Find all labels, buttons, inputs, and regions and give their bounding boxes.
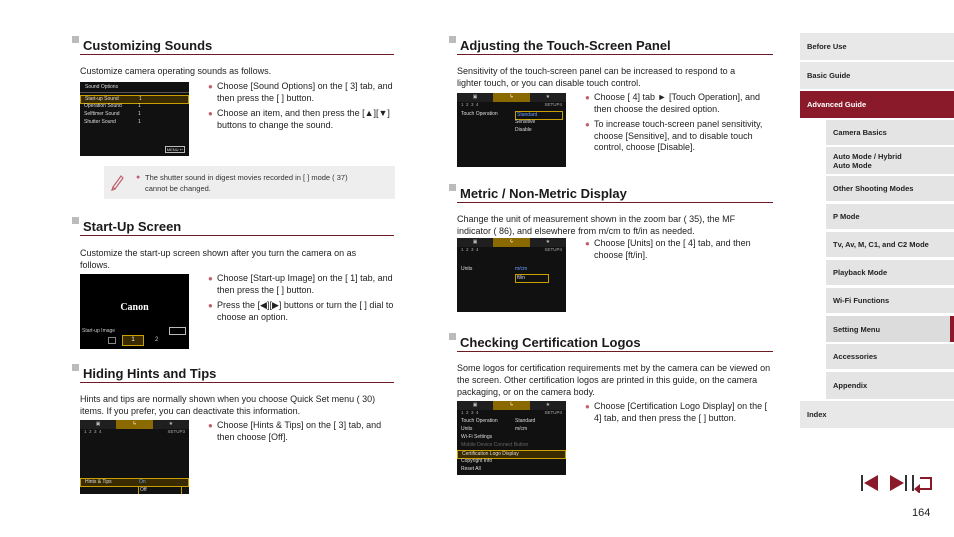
nav-tv-av-m-mode[interactable]: Tv, Av, M, C1, and C2 Mode <box>826 232 954 257</box>
next-page-button[interactable] <box>886 472 908 494</box>
section-title-metric: Metric / Non-Metric Display <box>457 186 773 203</box>
sounds-steps: ● Choose [Sound Options] on the [ 3] tab, and then press the [ ] button. ● Choose an item, and then press the [▲][▼] buttons to change the sound. <box>208 81 393 130</box>
section-title-cert: Checking Certification Logos <box>457 335 773 352</box>
cert-steps: ● Choose [Certification Logo Display] on the [ 4] tab, and then press the [ ] button. <box>585 401 768 423</box>
certification-screenshot: ▣ ϟ ★ 1 2 3 4 SETUP4 Touch Operation Standard Units m/cm Wi-Fi Settings Mobile Device Connect Button Certification Logo Display Copyright Info Reset All <box>457 401 566 475</box>
arrow-right-icon <box>887 473 907 493</box>
prev-page-button[interactable] <box>860 472 882 494</box>
nav-basic-guide[interactable]: Basic Guide <box>800 62 954 89</box>
return-button[interactable] <box>912 472 934 494</box>
nav-advanced-guide[interactable]: Advanced Guide <box>800 91 954 118</box>
touch-intro: Sensitivity of the touch-screen panel can be increased to respond to a lighter touch, or you can disable touch control. <box>457 66 736 88</box>
startup-intro: Customize the start-up screen shown after you turn the camera on as follows. <box>80 248 357 270</box>
nav-index[interactable]: Index <box>800 401 954 428</box>
nav-auto-mode[interactable]: Auto Mode / Hybrid Auto Mode <box>826 147 954 174</box>
nav-p-mode[interactable]: P Mode <box>826 204 954 229</box>
section-title-touch: Adjusting the Touch-Screen Panel <box>457 38 773 55</box>
hints-tips-screenshot: ▣ ϟ ★ 1 2 3 4 SETUP3 Hints & Tips On Off <box>80 420 189 494</box>
section-title-startup: Start-Up Screen <box>80 219 394 236</box>
cert-intro: Some logos for certification requirements met by the camera can be viewed on the screen. Other certification logos are printed in this guide, on the camera packaging, or on the camera body. <box>457 363 771 397</box>
hints-steps: ● Choose [Hints & Tips] on the [ 3] tab, and then choose [Off]. <box>208 420 382 442</box>
return-icon <box>912 473 934 493</box>
startup-steps: ● Choose [Start-up Image] on the [ 1] tab, and then press the [ ] button. ● Press the [◀][▶] buttons or turn the [ ] dial to choose an option. <box>208 273 394 322</box>
shutter-sound-note: ● The shutter sound in digest movies recorded in [ ] mode ( 37) cannot be changed. <box>104 166 395 199</box>
hints-intro: Hints and tips are normally shown when you choose Quick Set menu ( 30) items. If you prefer, you can deactivate this information. <box>80 394 376 416</box>
nav-wifi-functions[interactable]: Wi-Fi Functions <box>826 288 954 313</box>
metric-intro: Change the unit of measurement shown in the zoom bar ( 35), the MF indicator ( 86), and elsewhere from m/cm to ft/in as needed. <box>457 214 736 236</box>
page-number: 164 <box>912 507 931 519</box>
nav-accessories[interactable]: Accessories <box>826 344 954 369</box>
sounds-intro: Customize camera operating sounds as follows. <box>80 66 272 76</box>
touch-operation-screenshot: ▣ ϟ ★ 1 2 3 4 SETUP4 Touch Operation Standard Sensitive Disable <box>457 93 566 167</box>
units-screenshot: ▣ ϟ ★ 1 2 3 4 SETUP4 Units m/cm ft/in <box>457 238 566 312</box>
nav-other-shooting-modes[interactable]: Other Shooting Modes <box>826 176 954 201</box>
nav-before-use[interactable]: Before Use <box>800 33 954 60</box>
metric-steps: ● Choose [Units] on the [ 4] tab, and then choose [ft/in]. <box>585 238 751 260</box>
sound-options-screenshot: Sound Options Start-up Sound 1 Operation Sound 1 Selftimer Sound 1 Shutter Sound 1 MENU ↩ <box>80 82 189 156</box>
arrow-left-icon <box>861 473 881 493</box>
section-title-hints: Hiding Hints and Tips <box>80 366 394 383</box>
section-title-sounds: Customizing Sounds <box>80 38 394 55</box>
nav-camera-basics[interactable]: Camera Basics <box>826 120 954 145</box>
nav-playback-mode[interactable]: Playback Mode <box>826 260 954 285</box>
nav-appendix[interactable]: Appendix <box>826 372 954 399</box>
pencil-icon <box>110 173 126 191</box>
touch-steps: ● Choose [ 4] tab ► [Touch Operation], and then choose the desired option. ● To increase touch-screen panel sensitivity, choose [Sensitive], and to disable touch control, choose [Disable]. <box>585 92 763 152</box>
nav-setting-menu[interactable]: Setting Menu <box>826 316 954 342</box>
startup-screen-screenshot: Canon Start-up Image 1 2 <box>80 274 189 349</box>
